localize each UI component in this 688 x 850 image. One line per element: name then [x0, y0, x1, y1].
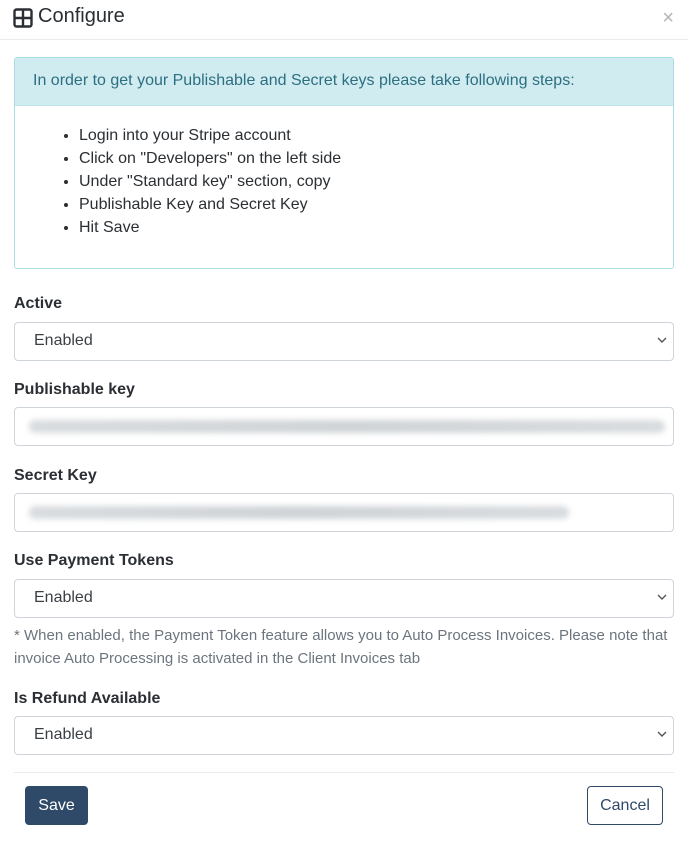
active-select-value: Enabled	[34, 332, 93, 349]
chevron-down-icon	[657, 335, 667, 345]
active-label: Active	[14, 295, 63, 312]
publishable-key-input[interactable]	[14, 407, 674, 446]
payment-tokens-select[interactable]	[14, 579, 674, 618]
info-alert	[14, 57, 674, 269]
steps-list	[15, 106, 673, 239]
list-item: • Hit Save	[79, 216, 673, 239]
modal-title: Configure	[38, 5, 125, 27]
payment-tokens-select-value: Enabled	[34, 589, 93, 606]
publishable-key-redacted	[29, 420, 665, 433]
refund-select-value: Enabled	[34, 726, 93, 743]
list-item: • Publishable Key and Secret Key	[79, 193, 673, 216]
publishable-key-label: Publishable key	[14, 381, 135, 398]
chevron-down-icon	[657, 592, 667, 602]
alert-heading: In order to get your Publishable and Secret keys please take following steps:	[15, 58, 673, 106]
list-item: • Login into your Stripe account	[79, 124, 673, 147]
chevron-down-icon	[657, 729, 667, 739]
save-button[interactable]: Save	[25, 786, 88, 825]
secret-key-label: Secret Key	[14, 467, 97, 484]
cancel-button[interactable]: Cancel	[587, 786, 663, 825]
footer-divider	[14, 772, 674, 773]
active-select[interactable]	[14, 322, 674, 361]
modal-header	[0, 0, 688, 40]
list-item: • Under "Standard key" section, copy	[79, 170, 673, 193]
secret-key-input[interactable]	[14, 493, 674, 532]
refund-label: Is Refund Available	[14, 690, 161, 707]
close-icon[interactable]: ×	[662, 7, 674, 29]
grid-icon	[13, 8, 33, 28]
secret-key-redacted	[29, 506, 569, 519]
payment-tokens-note: * When enabled, the Payment Token feature allows you to Auto Process Invoices. Please note that invoice Auto Processing is activated in the Client Invoices tab	[14, 627, 668, 667]
payment-tokens-label: Use Payment Tokens	[14, 552, 174, 569]
refund-select[interactable]	[14, 716, 674, 755]
list-item: • Click on "Developers" on the left side	[79, 147, 673, 170]
